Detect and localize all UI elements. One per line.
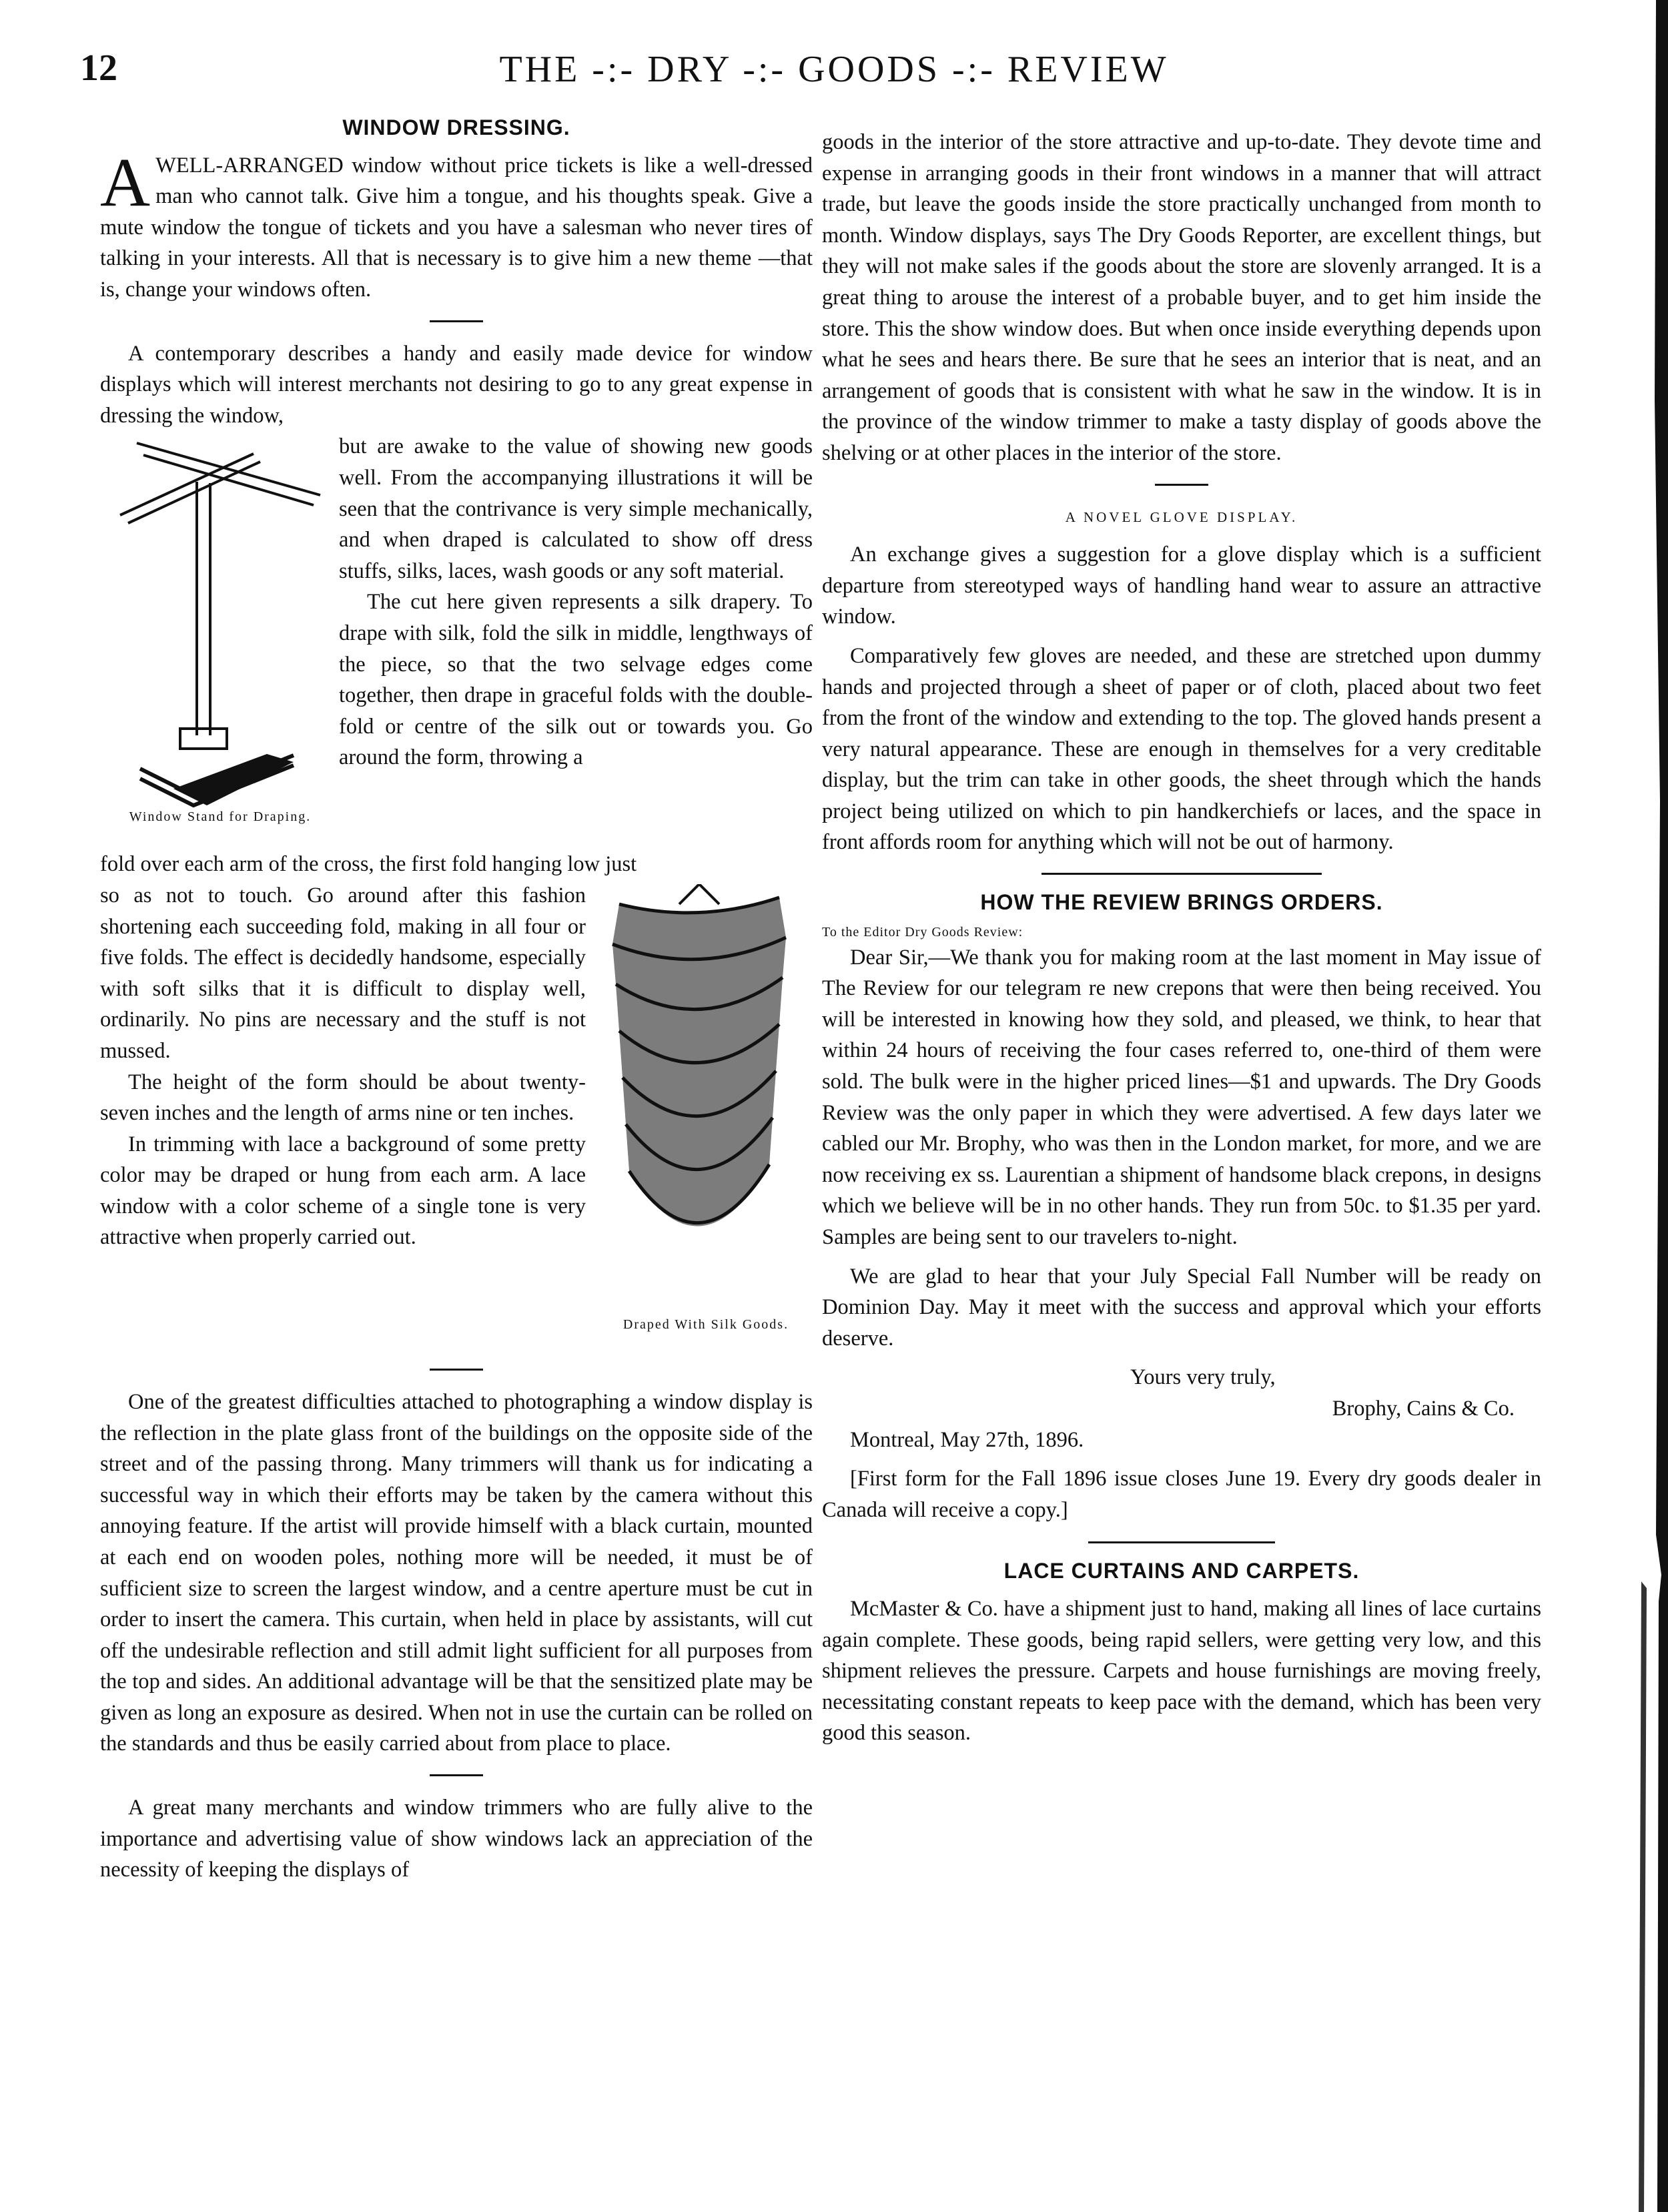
lace-curtains-heading: LACE CURTAINS AND CARPETS. <box>1003 1559 1360 1583</box>
window-dressing-p6: One of the greatest difficulties attached to photographing a window display is the reflection in the plate glass front of the buildings on the opposite side of the street and of the passing throng. Many trimmers will thank us for indicating a successful way in which their efforts may be taken by the camera without this annoying feature. If the artist will provide himself with a black curtain, mounted at each end on wooden poles, nothing more will be needed, it must be of sufficient size to screen the largest window, and a centre aperture must be cut in order to insert the camera. This curtain, when held in place by assistants, will cut off the undesirable reflection and still admit light sufficient for all purposes from the top and sides. An additional advantage will be that the sensitized plate may be given as long an exposure as desired. When not in use the curtain can be rolled on the standards and thus be easily carried about from place to place. <box>100 1389 813 1756</box>
window-dressing-p3-wrap2: so as not to touch. Go around after this fashion shortening each succeeding fold, making in all four or five folds. The effect is decidedly handsome, especially with soft silks that it is difficult to display well, ordinarily. No pins are necessary and the stuff is not mussed. <box>100 883 586 1063</box>
section-rule <box>430 320 483 322</box>
review-dateline: Montreal, May 27th, 1896. <box>850 1427 1084 1452</box>
window-dressing-continued: goods in the interior of the store attractive and up-to-date. They devote time and expense in arranging goods in their front windows in a manner that will attract trade, but leave the goods inside the store practically unchanged from month to month. Window displays, says The Dry Goods Reporter, are excellent things, but they will not make sales if the goods about the store are slovenly arranged. It is a great thing to arouse the interest of a probable buyer, and to get him inside the store. This the show window does. But when once inside everything depends upon what he sees and hears there. Be sure that he sees an interior that is neat, and an arrangement of goods that is consistent with what he saw in the window. It is in the province of the window trimmer to make a tasty display of goods above the shelving or at other places in the interior of the store. <box>822 130 1541 465</box>
section-rule <box>430 1774 483 1776</box>
draped-silk-illustration <box>599 884 799 1311</box>
section-rule <box>1088 1541 1275 1543</box>
window-dressing-intro <box>100 143 813 306</box>
lace-curtains-p1: McMaster & Co. have a shipment just to hand, making all lines of lace curtains again complete. These goods, being rapid sellers, were getting very low, and this shipment relieves the pressure. Carpets and house furnishings are moving freely, necessitating constant repeats to keep pace with the demand, which has been very good this season. <box>822 1596 1541 1746</box>
window-dressing-p3-wrap: The cut here given represents a silk drapery. To drape with silk, fold the silk in middle, lengthways of the piece, so that the two selvage edges come together, then drape in graceful folds with the double-fold or centre of the silk out or towards you. Go around the form, throwing a <box>339 590 813 770</box>
glove-display-heading: A NOVEL GLOVE DISPLAY. <box>1065 508 1298 525</box>
binding-edge <box>1615 0 1668 2212</box>
draped-silk-figure <box>599 884 813 1365</box>
masthead-title: THE -:- DRY -:- GOODS -:- REVIEW <box>499 49 1169 90</box>
review-closing: Yours very truly, <box>1130 1365 1276 1390</box>
window-dressing-p7: A great many merchants and window trimmers who are fully alive to the importance and advertising value of show windows lack an appreciation of the necessity of keeping the displays of <box>100 1796 813 1882</box>
window-dressing-p4: The height of the form should be about twenty-seven inches and the length of arms nine or ten inches. <box>100 1070 586 1126</box>
window-dressing-p3-full: fold over each arm of the cross, the first fold hanging low just <box>100 852 637 877</box>
drop-cap: A <box>100 143 151 221</box>
right-column <box>822 127 1541 1749</box>
review-letter-p2: We are glad to hear that your July Special Fall Number will be ready on Dominion Day. May it meet with the success and approval which your efforts deserve. <box>822 1264 1541 1351</box>
section-rule <box>1155 484 1208 486</box>
window-dressing-p1: WELL-ARRANGED window without price tickets is like a well-dressed man who cannot talk. Give him a tongue, and his thoughts speak. Give a mute window the tongue of tickets and you have a salesman who never tires of talking in your interests. All that is necessary is to give him a new theme —that is, change your windows often. <box>100 153 813 302</box>
window-dressing-p2-wrap: but are awake to the value of showing new goods well. From the accompanying illustrations it will be seen that the contrivance is very simple mechanically, and when draped is calculated to show off dress stuffs, silks, laces, wash goods or any soft material. <box>339 434 813 583</box>
left-column <box>100 112 813 1886</box>
review-editor-note: [First form for the Fall 1896 issue closes June 19. Every dry goods dealer in Canada will receive a copy.] <box>822 1467 1541 1522</box>
draped-silk-caption: Draped With Silk Goods. <box>622 1317 789 1332</box>
review-orders-heading: HOW THE REVIEW BRINGS ORDERS. <box>980 890 1383 915</box>
window-dressing-p2-intro: A contemporary describes a handy and easily made device for window displays which will interest merchants not desiring to go to any great expense in dressing the window, <box>100 341 813 428</box>
window-dressing-p5: In trimming with lace a background of some pretty color may be draped or hung from each arm. A lace window with a color scheme of a single tone is very attractive when properly carried out. <box>100 1132 586 1250</box>
window-stand-illustration <box>100 435 327 809</box>
window-stand-figure <box>100 435 327 849</box>
section-rule <box>1041 873 1322 875</box>
review-salutation-line: To the Editor Dry Goods Review: <box>822 924 1023 940</box>
review-letter-p1: Dear Sir,—We thank you for making room at the last moment in May issue of The Review for our telegram re new crepons that were then being received. You will be interested in knowing how they sold, and pleased, we think, to hear that within 24 hours of receiving the four cases referred to, one-third of them were sold. The bulk were in the higher priced lines—$1 and upwards. The Dry Goods Review was the only paper in which they were advertised. A few days later we cabled our Mr. Brophy, who was then in the London market, for more, and we are now receiving ex ss. Laurentian a shipment of handsome black crepons, in designs which we believe will be in no other hands. They run from 50c. to $1.35 per yard. Samples are being sent to our travelers to-night. <box>822 945 1541 1249</box>
window-stand-caption: Window Stand for Draping. <box>129 809 312 825</box>
glove-display-p1: An exchange gives a suggestion for a glove display which is a sufficient departure from stereotyped ways of handling hand wear to assure an attractive window. <box>822 542 1541 629</box>
glove-display-p2: Comparatively few gloves are needed, and these are stretched upon dummy hands and projected through a sheet of paper or of cloth, placed about two feet from the front of the window and extending to the top. The gloved hands present a very natural appearance. These are enough in themselves for a very creditable display, but the trim can take in other goods, the sheet through which the hands project being utilized on which to pin handkerchiefs or laces, and the space in front affords room for anything which will not be out of harmony. <box>822 643 1541 855</box>
review-signature: Brophy, Cains & Co. <box>1332 1396 1515 1421</box>
section-rule <box>430 1369 483 1371</box>
window-dressing-heading: WINDOW DRESSING. <box>342 115 570 139</box>
page-number: 12 <box>80 47 117 89</box>
